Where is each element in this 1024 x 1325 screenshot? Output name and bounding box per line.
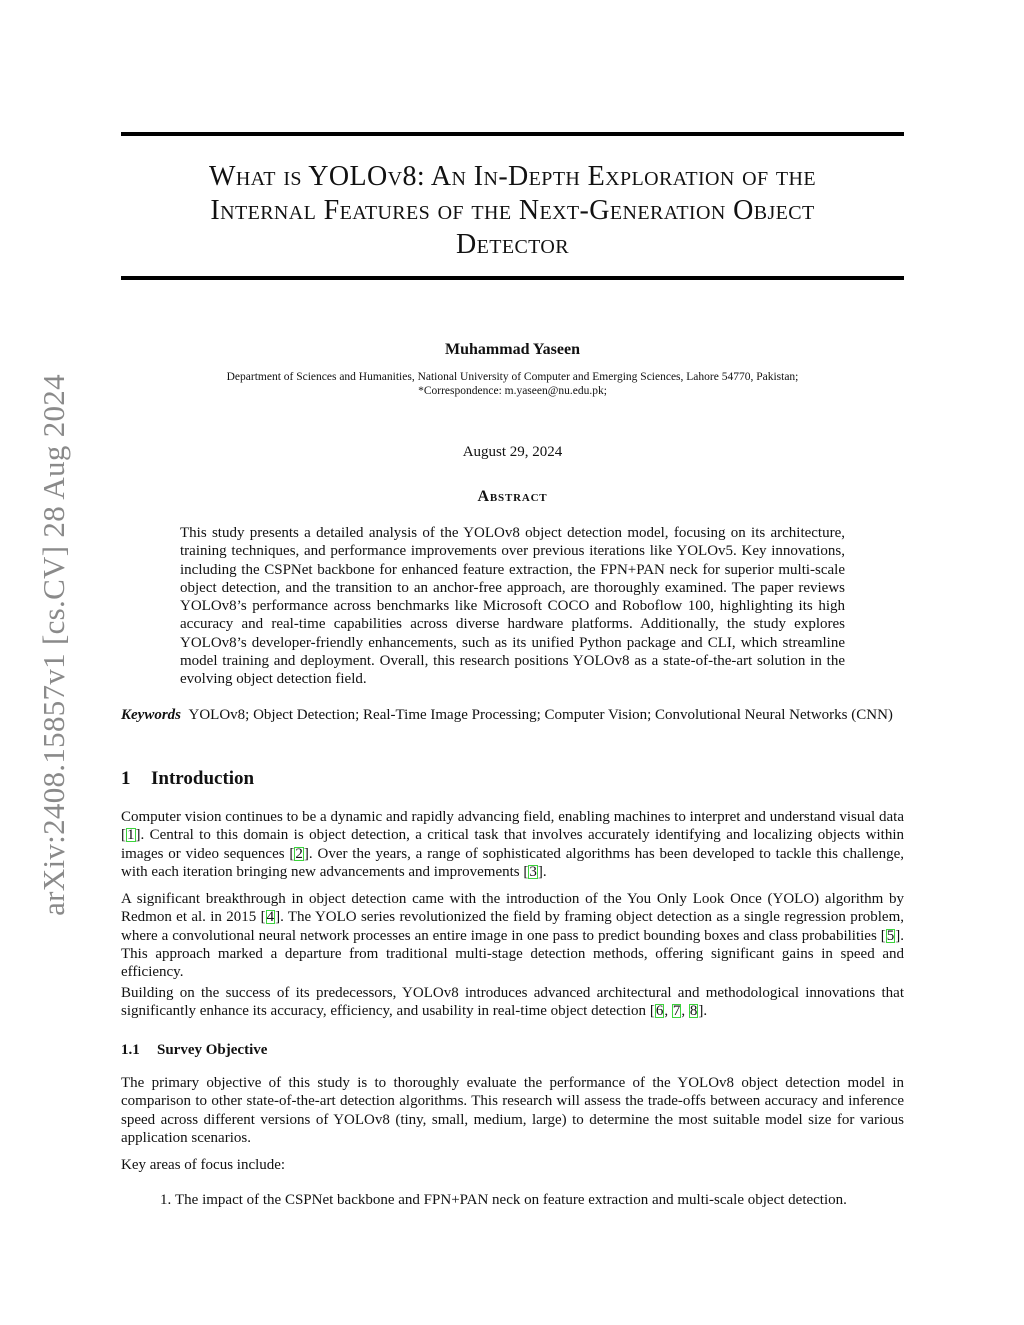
text-span: .: [542, 863, 547, 880]
text-span: . Over the years, a range of sophisticated algorithms has been developed to tackle this challenge, with each iteration bringing new advancements and improvements: [121, 845, 904, 880]
subsection-number: 1.1: [121, 1042, 140, 1058]
section-number: 1: [121, 768, 131, 789]
affiliation-line: Department of Sciences and Humanities, National University of Computer and Emerging Sciences, Lahore 54770, Pakistan;: [226, 371, 799, 383]
citation-link[interactable]: 3: [529, 863, 537, 880]
author-affiliation: [121, 370, 904, 398]
citation-link[interactable]: 2: [295, 845, 303, 862]
text-span: . Central to this domain is object detection, a critical task that involves accurately identifying and localizing objects within images or video sequences: [121, 827, 904, 862]
author-name: Muhammad Yaseen: [445, 341, 580, 358]
keywords: [121, 706, 904, 724]
text-span: A significant breakthrough in object detection came with the introduction of the You Only Look Once (YOLO) algorithm by Redmon et al. in 2015: [121, 891, 904, 926]
paper-title-line-2: Internal Features of the Next-Generation Object: [210, 195, 815, 226]
arxiv-side-stamp: arXiv:2408.15857v1 [cs.CV] 28 Aug 2024: [36, 374, 71, 916]
text-span: . This approach marked a departure from traditional multi-stage detection methods, offering significant gains in speed and efficiency.: [121, 927, 904, 981]
text-span: .: [703, 1003, 708, 1020]
paper-title-line-3: Detector: [455, 229, 570, 260]
subsection-heading-survey-objective: [121, 1042, 267, 1059]
citation-link[interactable]: 5: [886, 927, 895, 944]
text-span: . The YOLO series revolutionized the field by framing object detection as a single regression problem, where a convolutional neural network processes an entire image in one pass to predict bounding boxes and class probabilities: [121, 909, 905, 944]
citation-link[interactable]: 8: [689, 1003, 698, 1020]
citation-link[interactable]: 1: [127, 827, 135, 844]
focus-areas-intro: Key areas of focus include:: [121, 1157, 286, 1173]
text-span: Computer vision continues to be a dynamic and rapidly advancing field, enabling machines to interpret and understand visual data: [121, 809, 904, 825]
list-item-text: The impact of the CSPNet backbone and FPN+PAN neck on feature extraction and multi-scale object detection.: [175, 1192, 847, 1208]
intro-paragraph-3: Building on the success of its predecessors, YOLOv8 introduces advanced architectural and methodological innovations that significantly enhance its accuracy, efficiency, and usability in real-time object detection [6, 7, 8].: [121, 985, 904, 1020]
survey-objective-paragraph: The primary objective of this study is to thoroughly evaluate the performance of the YOLOv8 object detection model in comparison to other state-of-the-art detection algorithms. This research will assess the trade-offs between accuracy and inference speed across different versions of YOLOv8 (tiny, small, medium, large) to determine the most suitable model size for various application scenarios.: [121, 1075, 904, 1146]
abstract-heading: Abstract: [477, 488, 548, 505]
paper-title: [121, 160, 904, 262]
intro-paragraph-2: A significant breakthrough in object detection came with the introduction of the You Only Look Once (YOLO) algorithm by Redmon et al. in 2015 [4]. The YOLO series revolutionized the field by framing object detection as a single regression problem, where a convolutional neural network processes an entire image in one pass to predict bounding boxes and class probabilities [5]. This approach marked a departure from traditional multi-stage detection methods, offering significant gains in speed and efficiency.: [121, 891, 905, 981]
section-title: Introduction: [151, 768, 255, 789]
text-span: Building on the success of its predecessors, YOLOv8 introduces advanced architectural and methodological innovations that significantly enhance its accuracy, efficiency, and usability in real-time object detection: [121, 985, 904, 1020]
keywords-label: Keywords: [121, 707, 181, 723]
intro-paragraph-1: Computer vision continues to be a dynamic and rapidly advancing field, enabling machines to interpret and understand visual data [1]. Central to this domain is object detection, a critical task that involves accurately identifying and localizing objects within images or video sequences [2]. Over the years, a range of sophisticated algorithms has been developed to tackle this challenge, with each iteration bringing new advancements and improvements [3].: [121, 809, 904, 880]
citation-link[interactable]: 4: [266, 909, 275, 926]
title-rule-top: [121, 132, 904, 136]
paper-date: August 29, 2024: [462, 444, 563, 460]
citation-link[interactable]: 6: [655, 1003, 664, 1020]
title-rule-bottom: [121, 276, 904, 280]
correspondence-line: *Correspondence: m.yaseen@nu.edu.pk;: [418, 385, 607, 397]
keywords-text: YOLOv8; Object Detection; Real-Time Image Processing; Computer Vision; Convolutional Neural Networks (CNN): [188, 707, 893, 723]
list-item-number: 1.: [160, 1192, 172, 1208]
list-item: [160, 1191, 920, 1209]
citation-link[interactable]: 7: [672, 1003, 681, 1020]
subsection-title: Survey Objective: [157, 1042, 268, 1058]
section-heading-introduction: [121, 768, 254, 790]
paper-title-line-1: What is YOLOv8: An In-Depth Exploration of the: [209, 161, 816, 192]
abstract-text: This study presents a detailed analysis of the YOLOv8 object detection model, focusing on its architecture, training techniques, and performance improvements over previous iterations like YOLOv5. Key innovations, including the CSPNet backbone for enhanced feature extraction, the FPN+PAN neck for superior multi-scale object detection, and the transition to an anchor-free approach, are thoroughly examined. The paper reviews YOLOv8’s performance across benchmarks like Microsoft COCO and Roboflow 100, highlighting its high accuracy and real-time capabilities across diverse hardware platforms. Additionally, the study explores YOLOv8’s developer-friendly enhancements, such as its unified Python package and CLI, which streamline model training and deployment. Overall, this research positions YOLOv8 as a state-of-the-art solution in the evolving object detection field.: [180, 525, 845, 688]
